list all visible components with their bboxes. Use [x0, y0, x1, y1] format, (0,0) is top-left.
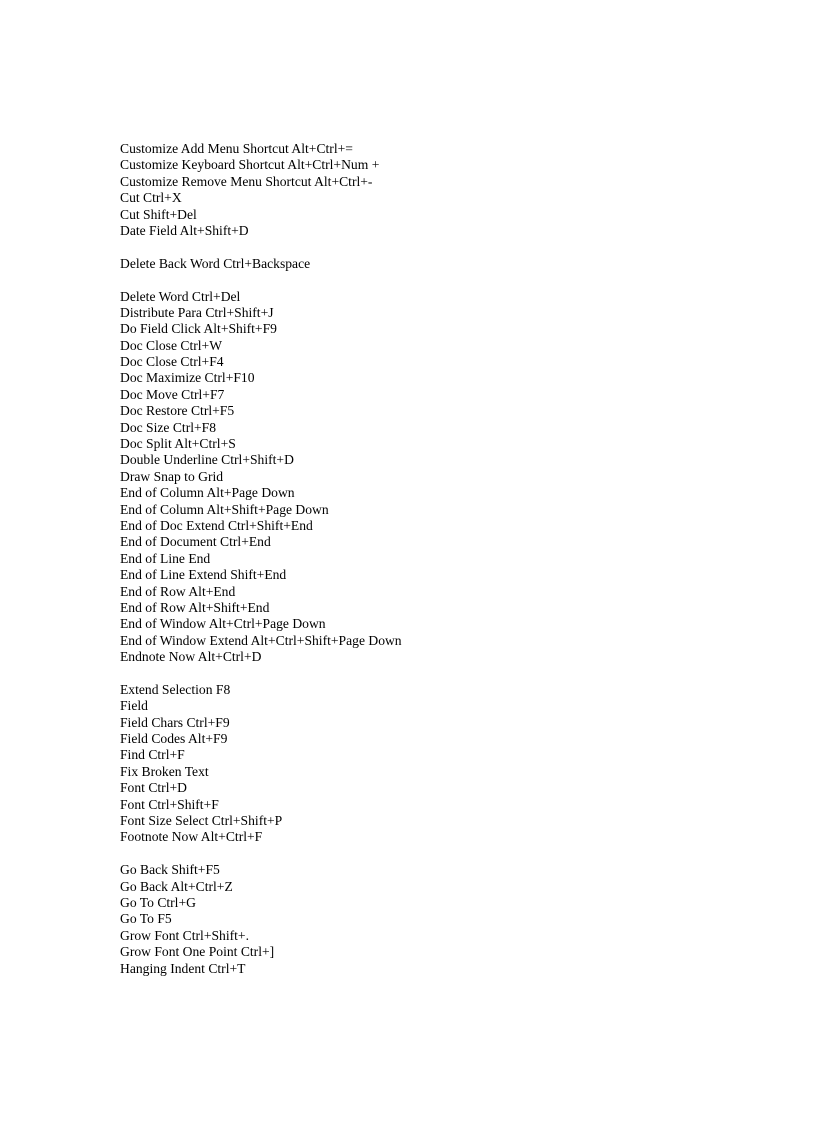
text-line: Customize Remove Menu Shortcut Alt+Ctrl+- [120, 173, 373, 189]
text-line: Font Ctrl+D [120, 780, 187, 796]
text-line: Customize Add Menu Shortcut Alt+Ctrl+= [120, 141, 353, 156]
text-line: Doc Maximize Ctrl+F10 [120, 370, 255, 386]
text-line: Distribute Para Ctrl+Shift+J [120, 304, 274, 320]
text-line: Delete Back Word Ctrl+Backspace [120, 255, 311, 271]
text-line: Font Ctrl+Shift+F [120, 796, 219, 812]
text-line: Field Chars Ctrl+F9 [120, 714, 230, 730]
blank-line [120, 272, 720, 288]
text-line: Footnote Now Alt+Ctrl+F [120, 829, 263, 845]
text-line: Endnote Now Alt+Ctrl+D [120, 649, 262, 665]
text-line: End of Row Alt+End [120, 583, 236, 599]
text-line: Grow Font Ctrl+Shift+. [120, 927, 250, 943]
text-line: Delete Word Ctrl+Del [120, 288, 241, 304]
text-line: End of Window Alt+Ctrl+Page Down [120, 616, 326, 632]
text-line: Cut Ctrl+X [120, 190, 182, 206]
text-line: Field Codes Alt+F9 [120, 731, 228, 747]
text-line: Doc Restore Ctrl+F5 [120, 403, 235, 419]
text-line: Customize Keyboard Shortcut Alt+Ctrl+Num + [120, 157, 380, 173]
text-line: End of Column Alt+Page Down [120, 485, 295, 501]
text-line: Go Back Shift+F5 [120, 862, 220, 878]
text-line: Fix Broken Text [120, 763, 209, 779]
text-line: Cut Shift+Del [120, 206, 197, 222]
text-line: Grow Font One Point Ctrl+] [120, 944, 275, 960]
text-line: Hanging Indent Ctrl+T [120, 960, 246, 976]
text-line: Doc Close Ctrl+F4 [120, 354, 224, 370]
text-line: End of Doc Extend Ctrl+Shift+End [120, 517, 313, 533]
text-line: End of Line Extend Shift+End [120, 567, 287, 583]
text-line: Go To F5 [120, 911, 172, 927]
blank-line [120, 846, 720, 862]
text-line: Find Ctrl+F [120, 747, 185, 763]
text-line: Do Field Click Alt+Shift+F9 [120, 321, 277, 337]
shortcut-list [120, 141, 720, 977]
blank-line [120, 239, 720, 255]
text-line: Font Size Select Ctrl+Shift+P [120, 813, 283, 829]
text-line: Extend Selection F8 [120, 681, 231, 697]
blank-line [120, 666, 720, 682]
text-line: End of Document Ctrl+End [120, 534, 271, 550]
text-line: End of Window Extend Alt+Ctrl+Shift+Page Down [120, 632, 402, 648]
text-line: Go Back Alt+Ctrl+Z [120, 878, 233, 894]
text-line: Doc Close Ctrl+W [120, 337, 223, 353]
text-line: Doc Split Alt+Ctrl+S [120, 436, 236, 452]
text-line: End of Row Alt+Shift+End [120, 599, 270, 615]
text-line: Doc Move Ctrl+F7 [120, 386, 225, 402]
text-line: End of Column Alt+Shift+Page Down [120, 501, 329, 517]
text-line: Date Field Alt+Shift+D [120, 222, 249, 238]
text-line: Doc Size Ctrl+F8 [120, 419, 217, 435]
text-line: Double Underline Ctrl+Shift+D [120, 452, 294, 468]
text-line: Draw Snap to Grid [120, 468, 224, 484]
text-line: Field [120, 698, 148, 714]
text-line: End of Line End [120, 550, 211, 566]
text-line: Go To Ctrl+G [120, 894, 196, 910]
